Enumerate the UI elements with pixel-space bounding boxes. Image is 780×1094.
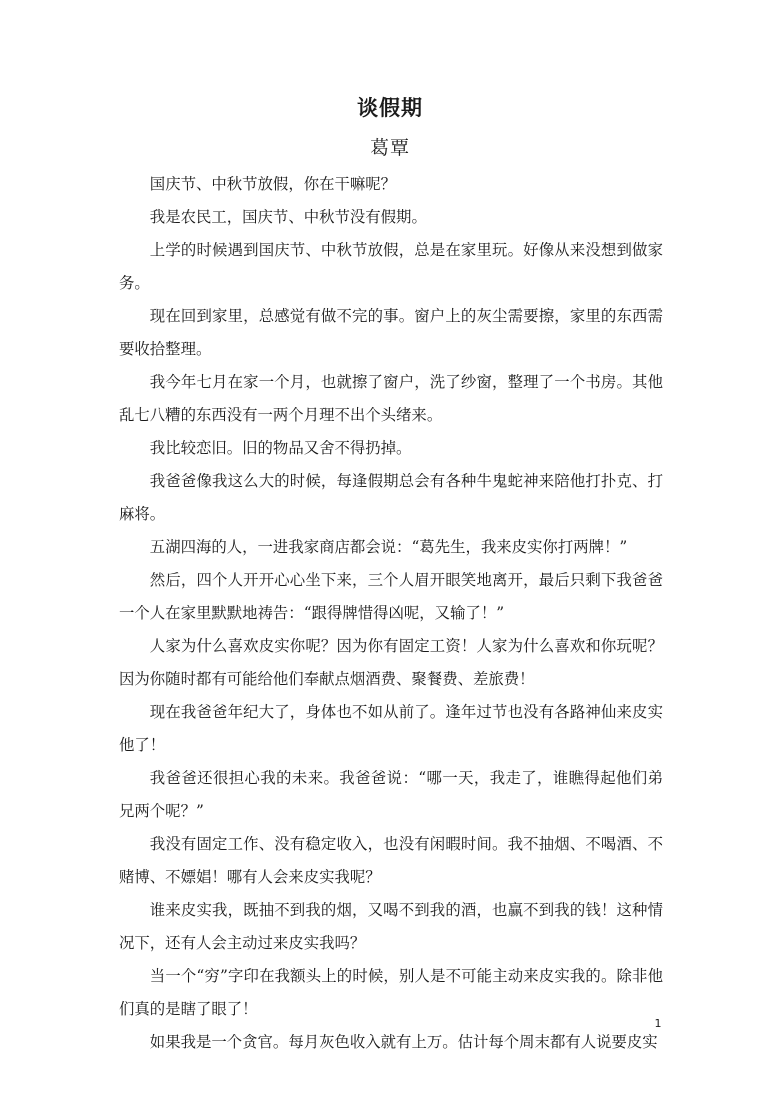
paragraph: 现在回到家里，总感觉有做不完的事。窗户上的灰尘需要擦，家里的东西需要收拾整理。	[119, 307, 663, 358]
paragraph: 然后，四个人开开心心坐下来，三个人眉开眼笑地离开，最后只剩下我爸爸一个人在家里默默地祷告：“跟得牌惜得凶呢，又输了！”	[119, 571, 663, 622]
paragraph: 如果我是一个贪官。每月灰色收入就有上万。估计每个周末都有人说要皮实	[149, 1033, 658, 1051]
paragraph: 我没有固定工作、没有稳定收入，也没有闲暇时间。我不抽烟、不喝酒、不赌博、不嫖娼！哪有人会来皮实我呢？	[119, 835, 663, 886]
paragraph: 当一个“穷”字印在我额头上的时候，别人是不可能主动来皮实我的。除非他们真的是瞎了眼了！	[119, 967, 663, 1018]
document-title: 谈假期	[357, 96, 423, 120]
page-number: 1	[654, 1017, 662, 1030]
paragraph: 五湖四海的人，一进我家商店都会说：“葛先生，我来皮实你打两牌！”	[149, 538, 628, 556]
paragraph: 国庆节、中秋节放假，你在干嘛呢？	[149, 175, 397, 193]
paragraph: 人家为什么喜欢皮实你呢？因为你有固定工资！人家为什么喜欢和你玩呢？因为你随时都有可能给他们奉献点烟酒费、聚餐费、差旅费！	[119, 637, 663, 688]
paragraph: 我比较恋旧。旧的物品又舍不得扔掉。	[149, 439, 412, 457]
document-author: 葛覃	[369, 137, 410, 159]
paragraph: 上学的时候遇到国庆节、中秋节放假，总是在家里玩。好像从来没想到做家务。	[119, 241, 663, 292]
paragraph: 我是农民工，国庆节、中秋节没有假期。	[149, 208, 427, 226]
paragraph: 我爸爸像我这么大的时候，每逢假期总会有各种牛鬼蛇神来陪他打扑克、打麻将。	[119, 472, 663, 523]
document-body	[119, 168, 663, 1059]
paragraph: 我爸爸还很担心我的未来。我爸爸说：“哪一天，我走了，谁瞧得起他们弟兄两个呢？”	[119, 769, 663, 820]
paragraph: 谁来皮实我，既抽不到我的烟，又喝不到我的酒，也赢不到我的钱！这种情况下，还有人会主动过来皮实我吗？	[119, 901, 663, 952]
paragraph: 现在我爸爸年纪大了，身体也不如从前了。逢年过节也没有各路神仙来皮实他了！	[119, 703, 663, 754]
paragraph: 我今年七月在家一个月，也就擦了窗户，洗了纱窗，整理了一个书房。其他乱七八糟的东西没有一两个月理不出个头绪来。	[119, 373, 663, 424]
